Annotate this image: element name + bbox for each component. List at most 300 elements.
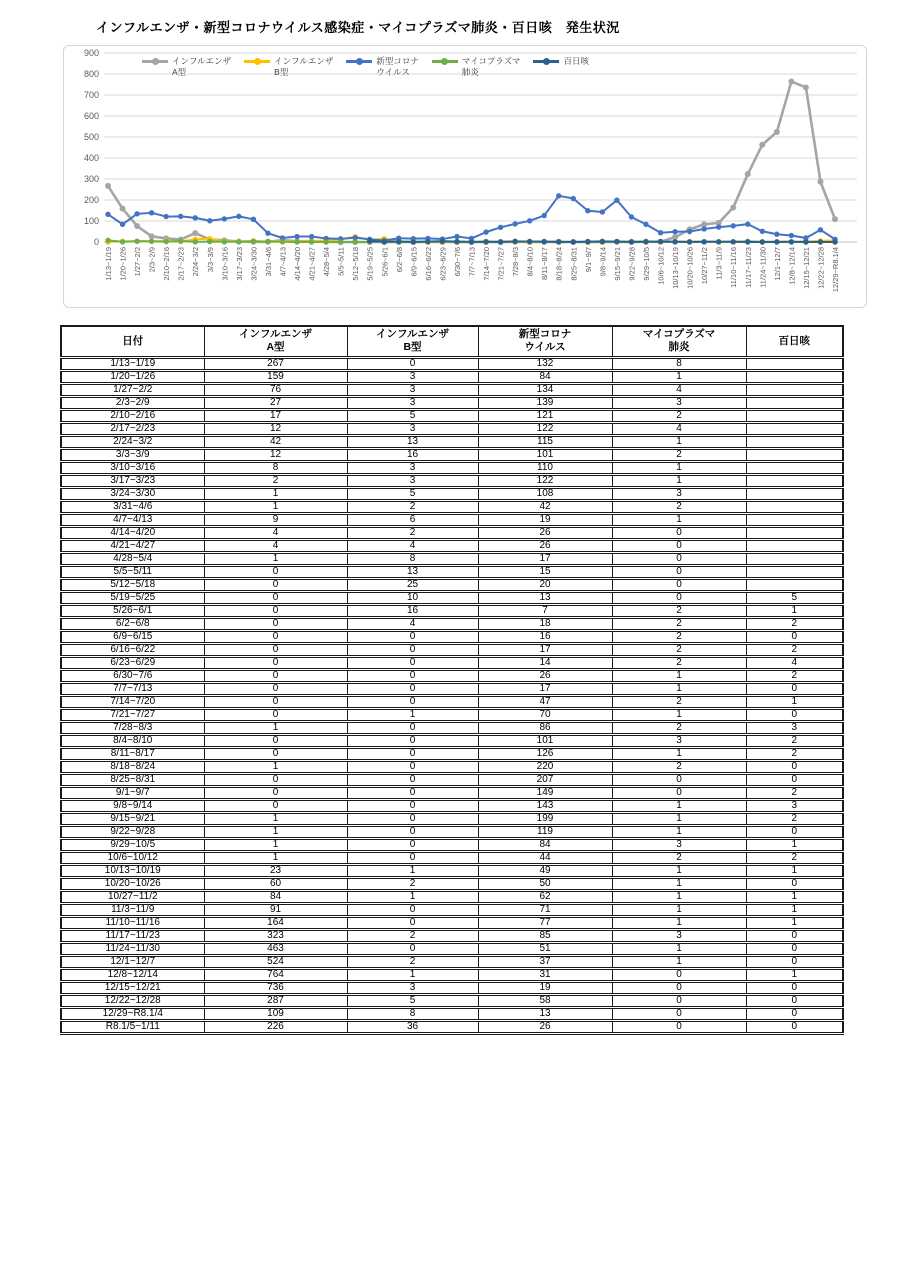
table-row xyxy=(61,604,843,617)
value-cell: 2 xyxy=(746,786,843,799)
series-line xyxy=(108,82,835,242)
legend-label: 百日咳 xyxy=(563,56,589,66)
series-marker xyxy=(192,230,198,236)
value-cell: 0 xyxy=(612,539,746,552)
value-cell: 1 xyxy=(612,890,746,903)
table-row xyxy=(61,916,843,929)
series-marker xyxy=(817,179,823,185)
value-cell: 1 xyxy=(746,695,843,708)
value-cell: 77 xyxy=(478,916,612,929)
table-row xyxy=(61,773,843,786)
line-chart xyxy=(64,46,866,307)
value-cell: 15 xyxy=(478,565,612,578)
value-cell: 0 xyxy=(347,669,478,682)
value-cell: 1 xyxy=(612,812,746,825)
value-cell: 0 xyxy=(204,786,347,799)
series-marker xyxy=(614,198,619,203)
series-marker xyxy=(774,232,779,237)
date-cell: 3/17~3/23 xyxy=(61,474,204,487)
value-cell: 1 xyxy=(612,955,746,968)
value-cell: 0 xyxy=(204,747,347,760)
series-marker xyxy=(789,233,794,238)
series-marker xyxy=(731,223,736,228)
value-cell: 0 xyxy=(347,916,478,929)
x-axis-tick-label: 4/21~4/27 xyxy=(307,247,317,281)
data-table xyxy=(60,325,844,1035)
x-axis-tick-label: 10/27~11/2 xyxy=(700,247,710,285)
value-cell: 132 xyxy=(478,357,612,370)
date-cell: 9/1~9/7 xyxy=(61,786,204,799)
series-marker xyxy=(207,239,212,244)
series-marker xyxy=(454,239,459,244)
date-cell: 6/2~6/8 xyxy=(61,617,204,630)
table-row xyxy=(61,487,843,500)
date-cell: 12/29~R8.1/4 xyxy=(61,1007,204,1020)
value-cell: 0 xyxy=(746,630,843,643)
series-marker xyxy=(120,239,125,244)
value-cell: 3 xyxy=(347,474,478,487)
column-header: 日付 xyxy=(61,326,204,357)
value-cell: 42 xyxy=(204,435,347,448)
value-cell: 0 xyxy=(746,929,843,942)
value-cell: 0 xyxy=(746,1020,843,1033)
series-marker xyxy=(629,214,634,219)
table-row xyxy=(61,864,843,877)
value-cell: 0 xyxy=(612,565,746,578)
value-cell: 0 xyxy=(746,981,843,994)
table-row xyxy=(61,955,843,968)
value-cell: 0 xyxy=(746,1007,843,1020)
series-marker xyxy=(585,239,590,244)
value-cell: 13 xyxy=(347,435,478,448)
y-axis-tick-label: 700 xyxy=(83,90,99,100)
legend-item xyxy=(432,56,521,79)
value-cell: 0 xyxy=(204,799,347,812)
series-marker xyxy=(556,239,561,244)
value-cell: 16 xyxy=(347,448,478,461)
value-cell: 4 xyxy=(347,617,478,630)
table-row xyxy=(61,929,843,942)
legend-label: マイコプラズマ 肺炎 xyxy=(461,56,521,78)
value-cell xyxy=(746,539,843,552)
series-marker xyxy=(236,239,241,244)
value-cell: 86 xyxy=(478,721,612,734)
value-cell: 0 xyxy=(347,630,478,643)
table-row xyxy=(61,760,843,773)
value-cell: 1 xyxy=(204,721,347,734)
table-header xyxy=(61,326,843,357)
value-cell: 5 xyxy=(347,409,478,422)
value-cell: 3 xyxy=(347,981,478,994)
date-cell: R8.1/5~1/11 xyxy=(61,1020,204,1033)
value-cell: 2 xyxy=(612,656,746,669)
value-cell: 2 xyxy=(612,721,746,734)
value-cell: 2 xyxy=(347,955,478,968)
value-cell: 110 xyxy=(478,461,612,474)
series-marker xyxy=(265,230,270,235)
column-header: 新型コロナ ウイルス xyxy=(478,326,612,357)
table-row xyxy=(61,994,843,1007)
x-axis-tick-label: 9/22~9/28 xyxy=(627,247,637,281)
date-cell: 7/21~7/27 xyxy=(61,708,204,721)
series-marker xyxy=(571,239,576,244)
series-marker xyxy=(105,238,110,243)
table-row xyxy=(61,786,843,799)
value-cell xyxy=(746,396,843,409)
column-header: マイコプラズマ 肺炎 xyxy=(612,326,746,357)
series-marker xyxy=(745,239,750,244)
series-marker xyxy=(178,238,183,243)
value-cell: 0 xyxy=(347,747,478,760)
value-cell: 26 xyxy=(478,1020,612,1033)
table-row xyxy=(61,370,843,383)
x-axis-tick-label: 7/21~7/27 xyxy=(496,247,506,281)
series-marker xyxy=(294,239,299,244)
value-cell: 1 xyxy=(204,487,347,500)
value-cell: 1 xyxy=(612,903,746,916)
x-axis-tick-label: 1/13~1/19 xyxy=(104,247,113,281)
value-cell: 0 xyxy=(612,994,746,1007)
x-axis-tick-label: 5/5~5/11 xyxy=(336,247,346,276)
series-line xyxy=(108,196,835,241)
series-marker xyxy=(483,229,488,234)
value-cell: 1 xyxy=(746,864,843,877)
value-cell: 0 xyxy=(204,773,347,786)
value-cell: 199 xyxy=(478,812,612,825)
value-cell: 26 xyxy=(478,669,612,682)
table-row xyxy=(61,396,843,409)
date-cell: 11/3~11/9 xyxy=(61,903,204,916)
value-cell: 4 xyxy=(204,526,347,539)
legend-label: 新型コロナ ウイルス xyxy=(376,56,419,78)
y-axis-tick-label: 400 xyxy=(83,153,99,163)
date-cell: 1/13~1/19 xyxy=(61,357,204,370)
series-marker xyxy=(760,239,765,244)
value-cell: 1 xyxy=(204,825,347,838)
value-cell: 0 xyxy=(746,825,843,838)
value-cell: 1 xyxy=(347,968,478,981)
table-row xyxy=(61,799,843,812)
value-cell: 51 xyxy=(478,942,612,955)
value-cell: 44 xyxy=(478,851,612,864)
series-marker xyxy=(585,208,590,213)
value-cell: 31 xyxy=(478,968,612,981)
x-axis-tick-label: 2/3~2/9 xyxy=(147,247,157,273)
table-row xyxy=(61,461,843,474)
legend-item xyxy=(346,56,419,79)
series-marker xyxy=(571,196,576,201)
value-cell: 1 xyxy=(347,864,478,877)
legend-line-marker-icon xyxy=(142,57,168,66)
value-cell: 2 xyxy=(612,604,746,617)
series-marker xyxy=(120,206,126,212)
x-axis-tick-label: 12/29~R8.1/4 xyxy=(831,247,840,293)
value-cell: 1 xyxy=(612,825,746,838)
series-marker xyxy=(149,239,154,244)
value-cell: 0 xyxy=(204,656,347,669)
series-marker xyxy=(163,214,168,219)
value-cell: 0 xyxy=(347,643,478,656)
series-marker xyxy=(512,239,517,244)
x-axis-tick-label: 11/17~11/23 xyxy=(743,247,753,288)
value-cell: 2 xyxy=(347,877,478,890)
table-row xyxy=(61,721,843,734)
table-row xyxy=(61,422,843,435)
date-cell: 5/26~6/1 xyxy=(61,604,204,617)
x-axis-tick-label: 7/28~8/3 xyxy=(511,247,521,277)
value-cell: 220 xyxy=(478,760,612,773)
value-cell: 0 xyxy=(347,838,478,851)
series-marker xyxy=(105,212,110,217)
x-axis-tick-label: 6/23~6/29 xyxy=(438,247,448,281)
series-marker xyxy=(120,222,125,227)
value-cell: 0 xyxy=(204,565,347,578)
series-marker xyxy=(672,239,677,244)
value-cell: 20 xyxy=(478,578,612,591)
series-marker xyxy=(745,171,751,177)
value-cell: 323 xyxy=(204,929,347,942)
date-cell: 8/11~8/17 xyxy=(61,747,204,760)
value-cell xyxy=(746,357,843,370)
value-cell: 0 xyxy=(347,812,478,825)
legend-line-marker-icon xyxy=(533,57,559,66)
series-marker xyxy=(789,239,794,244)
table-row xyxy=(61,617,843,630)
value-cell: 2 xyxy=(347,929,478,942)
value-cell: 1 xyxy=(612,877,746,890)
series-marker xyxy=(658,239,663,244)
value-cell: 1 xyxy=(204,812,347,825)
series-marker xyxy=(222,216,227,221)
series-marker xyxy=(193,239,198,244)
value-cell: 2 xyxy=(612,617,746,630)
date-cell: 7/14~7/20 xyxy=(61,695,204,708)
y-axis-tick-label: 800 xyxy=(83,69,99,79)
series-marker xyxy=(367,238,372,243)
value-cell: 0 xyxy=(204,604,347,617)
value-cell: 159 xyxy=(204,370,347,383)
table-row xyxy=(61,903,843,916)
series-marker xyxy=(134,238,139,243)
value-cell: 1 xyxy=(612,435,746,448)
table-row xyxy=(61,630,843,643)
value-cell: 0 xyxy=(347,682,478,695)
value-cell: 0 xyxy=(204,734,347,747)
value-cell xyxy=(746,461,843,474)
table-row xyxy=(61,669,843,682)
value-cell: 0 xyxy=(204,695,347,708)
value-cell: 109 xyxy=(204,1007,347,1020)
value-cell: 2 xyxy=(746,747,843,760)
legend-label: インフルエンザ A型 xyxy=(172,56,232,78)
value-cell: 0 xyxy=(746,942,843,955)
table-row xyxy=(61,357,843,370)
value-cell: 2 xyxy=(612,448,746,461)
date-cell: 5/19~5/25 xyxy=(61,591,204,604)
date-cell: 11/24~11/30 xyxy=(61,942,204,955)
value-cell: 9 xyxy=(204,513,347,526)
value-cell: 8 xyxy=(347,552,478,565)
value-cell: 26 xyxy=(478,539,612,552)
table-row xyxy=(61,500,843,513)
value-cell: 121 xyxy=(478,409,612,422)
series-marker xyxy=(323,239,328,244)
date-cell: 4/28~5/4 xyxy=(61,552,204,565)
value-cell: 50 xyxy=(478,877,612,890)
series-marker xyxy=(411,239,416,244)
value-cell: 143 xyxy=(478,799,612,812)
value-cell: 2 xyxy=(746,643,843,656)
value-cell: 0 xyxy=(347,357,478,370)
value-cell: 207 xyxy=(478,773,612,786)
value-cell: 91 xyxy=(204,903,347,916)
value-cell: 164 xyxy=(204,916,347,929)
y-axis-tick-label: 500 xyxy=(83,132,99,142)
value-cell: 1 xyxy=(204,500,347,513)
value-cell: 0 xyxy=(347,851,478,864)
value-cell: 71 xyxy=(478,903,612,916)
value-cell xyxy=(746,552,843,565)
value-cell: 0 xyxy=(204,617,347,630)
value-cell: 122 xyxy=(478,474,612,487)
x-axis-tick-label: 1/27~2/2 xyxy=(133,247,143,277)
series-marker xyxy=(832,216,838,222)
value-cell: 0 xyxy=(204,591,347,604)
y-axis-tick-label: 600 xyxy=(83,111,99,121)
value-cell: 0 xyxy=(347,734,478,747)
table-row xyxy=(61,838,843,851)
date-cell: 2/24~3/2 xyxy=(61,435,204,448)
date-cell: 8/18~8/24 xyxy=(61,760,204,773)
value-cell: 84 xyxy=(478,838,612,851)
x-axis-tick-label: 4/14~4/20 xyxy=(293,247,303,281)
series-marker xyxy=(309,234,314,239)
date-cell: 3/24~3/30 xyxy=(61,487,204,500)
value-cell xyxy=(746,422,843,435)
value-cell: 1 xyxy=(612,864,746,877)
date-cell: 10/20~10/26 xyxy=(61,877,204,890)
date-cell: 2/3~2/9 xyxy=(61,396,204,409)
value-cell: 2 xyxy=(204,474,347,487)
value-cell: 0 xyxy=(746,773,843,786)
value-cell: 5 xyxy=(347,487,478,500)
series-marker xyxy=(251,217,256,222)
table-row xyxy=(61,1007,843,1020)
value-cell: 12 xyxy=(204,448,347,461)
value-cell: 17 xyxy=(478,643,612,656)
series-marker xyxy=(701,239,706,244)
value-cell: 3 xyxy=(612,838,746,851)
series-marker xyxy=(803,84,809,90)
value-cell: 0 xyxy=(204,643,347,656)
value-cell: 0 xyxy=(612,578,746,591)
value-cell: 0 xyxy=(204,578,347,591)
legend-line-marker-icon xyxy=(346,57,372,66)
x-axis-tick-label: 7/7~7/13 xyxy=(467,247,477,277)
series-marker xyxy=(788,79,794,85)
x-axis-tick-label: 9/1~9/7 xyxy=(583,247,593,273)
x-axis-tick-label: 12/8~12/14 xyxy=(787,247,797,285)
series-marker xyxy=(134,211,139,216)
series-marker xyxy=(222,239,227,244)
value-cell: 0 xyxy=(347,656,478,669)
x-axis-tick-label: 5/26~6/1 xyxy=(380,247,390,277)
value-cell: 1 xyxy=(746,838,843,851)
x-axis-tick-label: 1/20~1/26 xyxy=(118,247,128,281)
value-cell: 13 xyxy=(478,1007,612,1020)
value-cell: 0 xyxy=(347,903,478,916)
x-axis-tick-label: 10/20~10/26 xyxy=(685,247,695,289)
x-axis-tick-label: 3/17~3/23 xyxy=(234,247,244,281)
value-cell: 85 xyxy=(478,929,612,942)
y-axis-tick-label: 200 xyxy=(83,195,99,205)
value-cell: 2 xyxy=(746,851,843,864)
series-marker xyxy=(236,214,241,219)
value-cell: 1 xyxy=(204,851,347,864)
date-cell: 9/15~9/21 xyxy=(61,812,204,825)
value-cell: 3 xyxy=(746,799,843,812)
series-marker xyxy=(542,213,547,218)
value-cell: 0 xyxy=(347,942,478,955)
value-cell: 27 xyxy=(204,396,347,409)
x-axis-tick-label: 7/14~7/20 xyxy=(482,247,492,281)
date-cell: 4/14~4/20 xyxy=(61,526,204,539)
value-cell: 1 xyxy=(746,903,843,916)
value-cell: 4 xyxy=(204,539,347,552)
value-cell: 736 xyxy=(204,981,347,994)
date-cell: 5/5~5/11 xyxy=(61,565,204,578)
series-marker xyxy=(600,209,605,214)
table-row xyxy=(61,539,843,552)
table-row xyxy=(61,526,843,539)
value-cell xyxy=(746,435,843,448)
x-axis-tick-label: 11/24~11/30 xyxy=(758,247,768,288)
x-axis-tick-label: 5/19~5/25 xyxy=(365,247,375,281)
table-row xyxy=(61,591,843,604)
series-marker xyxy=(759,142,765,148)
value-cell: 14 xyxy=(478,656,612,669)
x-axis-tick-label: 12/15~12/21 xyxy=(801,247,811,289)
value-cell: 2 xyxy=(746,617,843,630)
x-axis-tick-label: 9/15~9/21 xyxy=(612,247,622,281)
value-cell: 1 xyxy=(204,552,347,565)
date-cell: 3/10~3/16 xyxy=(61,461,204,474)
value-cell xyxy=(746,409,843,422)
table-row xyxy=(61,812,843,825)
value-cell: 1 xyxy=(612,669,746,682)
series-marker xyxy=(672,229,677,234)
value-cell: 0 xyxy=(746,877,843,890)
series-marker xyxy=(818,239,823,244)
column-header: インフルエンザ B型 xyxy=(347,326,478,357)
date-cell: 3/3~3/9 xyxy=(61,448,204,461)
value-cell: 84 xyxy=(478,370,612,383)
table-row xyxy=(61,656,843,669)
series-marker xyxy=(730,205,736,211)
table-row xyxy=(61,643,843,656)
date-cell: 1/27~2/2 xyxy=(61,383,204,396)
value-cell: 70 xyxy=(478,708,612,721)
series-marker xyxy=(338,239,343,244)
date-cell: 12/22~12/28 xyxy=(61,994,204,1007)
x-axis-tick-label: 2/10~2/16 xyxy=(162,247,172,281)
date-cell: 6/16~6/22 xyxy=(61,643,204,656)
date-cell: 9/22~9/28 xyxy=(61,825,204,838)
value-cell: 2 xyxy=(347,500,478,513)
value-cell: 58 xyxy=(478,994,612,1007)
value-cell: 1 xyxy=(746,916,843,929)
series-marker xyxy=(687,229,692,234)
